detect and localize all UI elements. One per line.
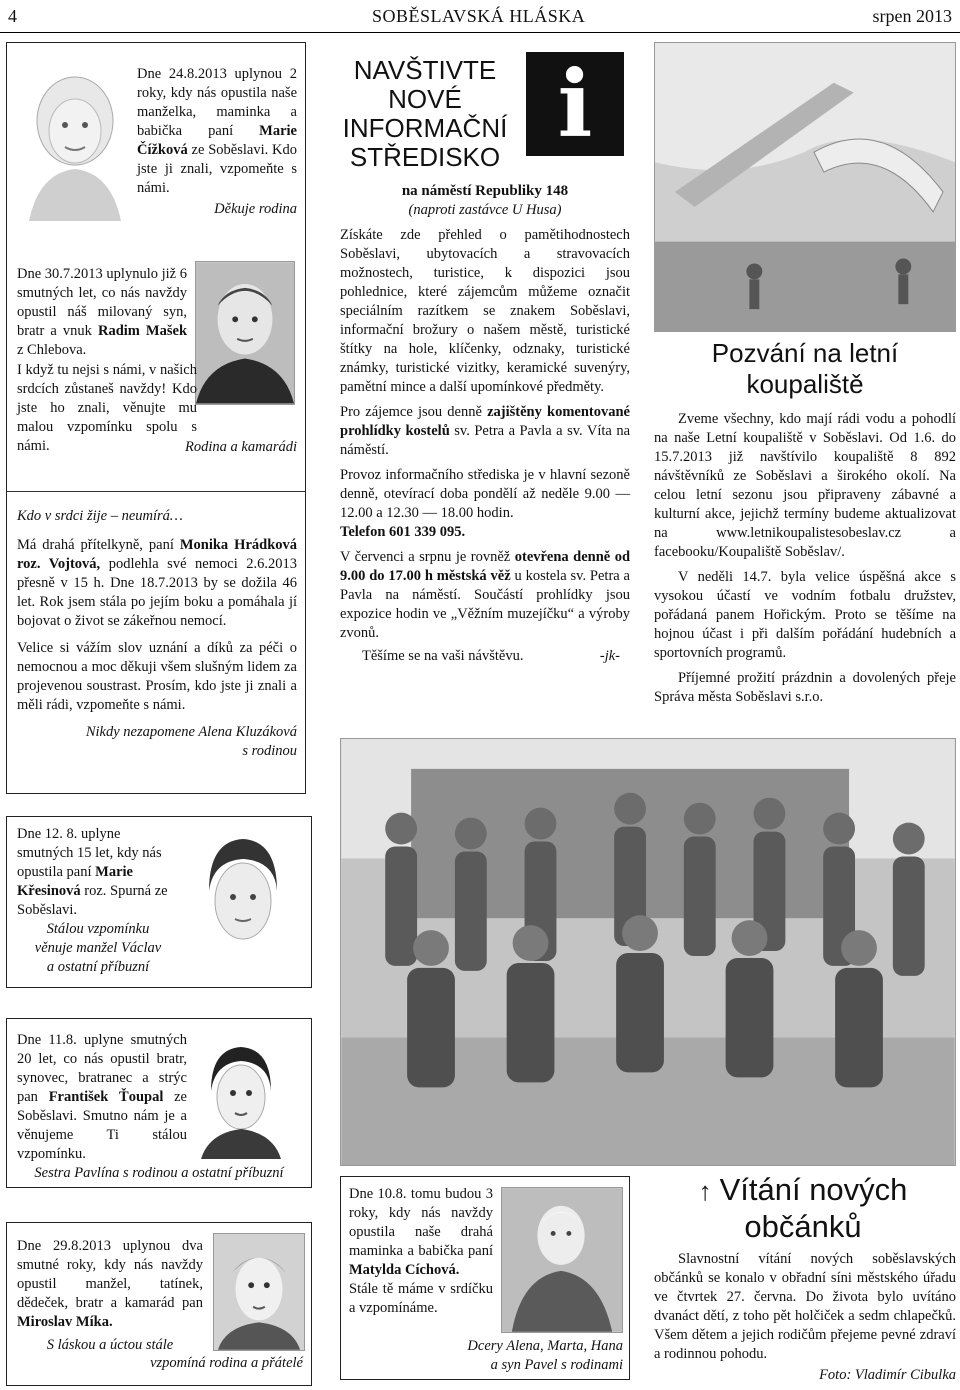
info-icon: i	[526, 52, 624, 156]
obituary-3-heading: Kdo v srdci žije – neumírá…	[17, 508, 183, 524]
obituary-5-signature: Sestra Pavlína s rodinou a ostatní příbuzní	[34, 1165, 284, 1181]
obituary-7-signature: Dcery Alena, Marta, Hana a syn Pavel s rodinami	[467, 1338, 623, 1373]
obituary-2-text-a: Dne 30.7.2013 uplynulo již 6 smutných let, co nás navždy opustil náš milovaný syn, bratr a vnuk Radim Mašek z Chlebova.	[17, 266, 188, 358]
publication-title: SOBĚSLAVSKÁ HLÁSKA	[372, 6, 586, 26]
info-address: na náměstí Republiky 148	[401, 183, 569, 199]
obituary-2-signature: Rodina a kamarádi	[185, 439, 297, 455]
obituary-4-text: Dne 12. 8. uplyne smutných 15 let, kdy nás opustila paní Marie Křesinová roz. Spurná ze Soběslavi. Stálou vzpomínku věnuje manžel Václav a ostatní příbuzní	[17, 826, 168, 975]
obituary-2-text-b: I když tu nejsi s námi, v našich srdcích zůstaneš navždy! Kdo jste ho znali, věnujte mu malou vzpomínku spolu s námi.	[17, 362, 197, 454]
obituary-1-text: Dne 24.8.2013 uplynou 2 roky, kdy nás opustila naše manželka, maminka a babička paní Marie Čížková ze Soběslavi. Kdo jste ji znali, vzpomeňte s námi. Děkuje rodina	[137, 66, 298, 217]
page-number: 4	[8, 6, 17, 26]
obituary-box-4	[6, 816, 312, 988]
welcome-title: ↑ Vítání nových občánků	[698, 1172, 908, 1244]
obituary-6-text: Dne 29.8.2013 uplynou dva smutné roky, kdy nás navždy opustil manžel, tatínek, dědeček, bratr a kamarád pan Miroslav Míka. S láskou a úctou stále	[17, 1238, 203, 1353]
obituary-3-text: Kdo v srdci žije – neumírá… Má drahá přítelkyně, paní Monika Hrádková roz. Vojtová, podlehla své nemoci 2.6.2013 přesně v 15 h. Dne 18.7.2013 by se dožila 46 let. Rok jsem stála po jejím boku a pomáhala jí bojovat o život se zákeřnou nemocí. Velice si vážím slov uznání a díků za péči o nemocnou a moc děkuji všem slušným lidem za projevenou soustrast. Prosím, kdo jste ji znali a měli rádi, vzpomeňte s námi. Nikdy nezapomene Alena Kluzáková s rodinou	[17, 508, 298, 759]
portrait-photo	[19, 61, 131, 221]
swimming-pool-photo	[654, 42, 956, 332]
obituary-box-6	[6, 1222, 312, 1386]
issue-date: srpen 2013	[872, 6, 952, 26]
obituary-box-main	[6, 42, 306, 794]
obituary-1-signature: Děkuje rodina	[214, 201, 297, 217]
portrait-photo	[501, 1187, 623, 1333]
pool-text: Zveme všechny, kdo mají rádi vodu a pohodlí na naše Letní koupaliště v Soběslavi. Od 1.6. do 15.7.2013 již navštívilo koupaliště 8 892 návštěvníků ze Soběslavi a širokého okolí. Na celou letní sezonu jsou připraveny zábavné a kulturní akce, jejichž termíny budeme aktualizovat na www.letnikoupalistesobeslav.cz a facebooku/Koupaliště Soběslav/. V neděli 14.7. byla velice úspěšná akce s vysokou účastí ve vodním fotbalu družstev, pořádaná panem Hořickým. Proto se těšíme na hojnou účast i při dalším pořádání hudebních a sportovních programů. Příjemné prožití prázdnin a dovolených přeje Správa města Soběslavi s.r.o.	[654, 411, 956, 705]
portrait-photo	[195, 1041, 287, 1159]
photo-credit: Foto: Vladimír Cibulka	[819, 1367, 956, 1383]
info-center-text: na náměstí Republiky 148 (naproti zastávce U Husa) Získáte zde přehled o pamětihodnostech Soběslavi, ubytovacích a stravovacích možnostech, turistice, k dispozici jsou pohlednice, které zájemcům můžeme označit speciálním razítkem se znakem Soběslavi, informační brožury o našem městě, turistické štítky na hole, klíčenky, odznaky, turistické známky, turistické vizitky, keramické suvenýry, pamětní mince a další upomínkové předměty. Pro zájemce jsou denně zajištěny komentované prohlídky kostelů sv. Petra a Pavla a sv. Víta na náměstí. Provoz informačního střediska je v hlavní sezoně denně, otevírací doba pondělí až neděle 9.00 — 12.00 a 12.30 — 18.00 hodin. Telefon 601 339 095. V červenci a srpnu je rovněž otevřena denně od 9.00 do 17.00 h městská věž u kostela sv. Petra a Pavla na náměstí. Součástí prohlídky jsou expozice hodin ve „Věžním muzejíčku“ a výroby zvonů. Těšíme se na vaši návštěvu. -jk-	[340, 183, 631, 664]
portrait-photo	[213, 1233, 305, 1351]
info-phone: Telefon 601 339 095.	[340, 524, 466, 540]
info-address-note: (naproti zastávce U Husa)	[408, 202, 562, 218]
newborns-group-photo	[340, 738, 956, 1166]
obituary-7-text: Dne 10.8. tomu budou 3 roky, kdy nás navždy opustila naše drahá maminka a babička paní Matylda Cíchová. Stále tě máme v srdíčku a vzpomínáme.	[349, 1186, 493, 1316]
obituary-box-5	[6, 1018, 312, 1188]
info-title: NAVŠTIVTE NOVÉ INFORMAČNÍ STŘEDISKO	[342, 55, 508, 172]
portrait-photo	[195, 831, 291, 971]
obituary-6-signature: vzpomíná rodina a přátelé	[150, 1355, 303, 1371]
pool-title: Pozvání na letní koupaliště	[711, 338, 899, 399]
obituary-3-signature: Nikdy nezapomene Alena Kluzáková	[85, 724, 297, 740]
welcome-text: Slavnostní vítání nových soběslavských občánků se konalo v obřadní síni městského úřadu ve čtvrtek 27. června. Do života bylo uvítáno dvanáct dětí, z toho pět holčiček a sedm chlapečků. Všem dětem a jejich rodičům přejeme pevné zdraví a rodinnou pohodu. Foto: Vladimír Cibulka	[654, 1251, 956, 1383]
obituary-5-text: Dne 11.8. uplyne smutných 20 let, co nás opustil bratr, synovec, bratranec a strýc pan František Ťoupal ze Soběslavi. Smutno nám je a věnujeme Ti stálou vzpomínku.	[17, 1032, 187, 1162]
obituary-box-7	[340, 1176, 630, 1380]
divider	[7, 491, 305, 492]
page-header	[0, 0, 960, 33]
arrow-up-icon: ↑	[698, 1176, 712, 1206]
